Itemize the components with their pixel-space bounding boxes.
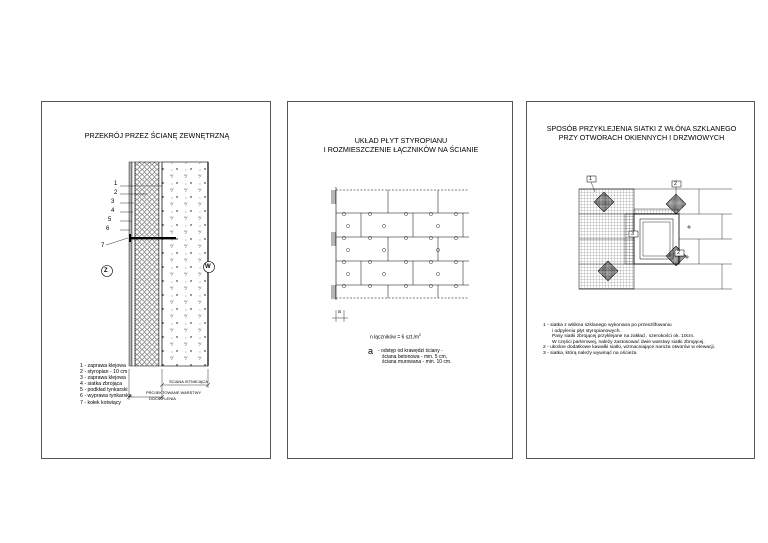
sheet-mesh-openings xyxy=(526,101,755,459)
legend-item: W części parterowej, należy zastosować dwie warstwy siatki zbrojącej. xyxy=(552,339,705,345)
styrofoam-layer xyxy=(135,162,159,366)
side-outside-label: Z xyxy=(104,268,108,274)
legend-item: 1 - siatka z włókna szklanego wykonana po przeszlifowaniu xyxy=(543,323,672,328)
layer-number: 3 xyxy=(111,199,115,205)
sheet2-title-1: UKŁAD PŁYT STYROPIANU xyxy=(354,136,448,145)
existing-wall xyxy=(162,162,208,366)
dimension-a-label: a xyxy=(338,309,341,315)
note-symbol: a xyxy=(368,346,374,356)
legend-item: 7 - kołek kotwiący xyxy=(80,399,121,406)
anchor-pin xyxy=(130,237,176,239)
legend-item: 5 - podkład tynkarski xyxy=(80,387,128,394)
board-layout-drawing xyxy=(288,102,514,460)
side-inside-label: W xyxy=(205,264,211,270)
sheet1-title: PRZEKRÓJ PRZEZ ŚCIANĘ ZEWNĘTRZNĄ xyxy=(84,131,230,140)
sheet3-title-1: SPOSÓB PRZYKLEJENIA SIATKI Z WŁÓNA SZKLANEGO xyxy=(546,124,737,133)
anchor-points xyxy=(342,212,457,287)
legend-item: 6 - wyprawa tynkarska xyxy=(80,393,132,400)
legend-item: i odpyleniu płyt styropianowych. xyxy=(552,328,621,334)
legend-item: 1 - zaprawa klejowa xyxy=(80,363,126,369)
anchor-count-sup: 2 xyxy=(419,333,421,337)
sheet3-legend xyxy=(543,323,715,357)
layer-number: 6 xyxy=(106,226,110,232)
layer-number: 4 xyxy=(111,208,115,214)
mesh-openings-drawing xyxy=(527,102,756,460)
edge-distance-notes xyxy=(378,349,451,366)
sheet3-title-2: PRZY OTWORACH OKIENNYCH I DRZWIOWYCH xyxy=(558,133,725,142)
tag-1: 1 xyxy=(589,176,593,182)
layer-number: 2 xyxy=(114,190,118,196)
legend-item: 4 - siatka zbrojąca xyxy=(80,381,123,388)
dim-insulation: PROJEKTOWANE WARSTWY xyxy=(146,390,202,395)
sheet1-legend xyxy=(80,363,132,406)
sheet2-title-2: I ROZMIESZCZENIE ŁĄCZNIKÓW NA ŚCIANIE xyxy=(323,145,479,154)
sheet-wall-section xyxy=(41,101,271,459)
tag-2: 2 xyxy=(674,181,678,187)
tag-3: 3 xyxy=(631,231,635,237)
layer-number: 7 xyxy=(101,243,105,249)
note-line: ściana betonowa - min. 5 cm, xyxy=(382,353,448,360)
render-layer xyxy=(129,162,132,366)
layer-number: 5 xyxy=(108,217,112,223)
note-line: ściana murowana - min. 10 cm. xyxy=(382,359,452,366)
wall-section-drawing xyxy=(42,102,272,460)
dim-insulation-2: DOCIEPLENIA xyxy=(149,396,176,401)
anchor-count-text: n łączników = 6 szt./m xyxy=(370,334,420,341)
layer-number: 1 xyxy=(114,181,118,187)
tag-2b: 2 xyxy=(677,250,681,256)
sheet-board-layout xyxy=(287,101,513,459)
legend-item: 2 - styropian - 10 cm xyxy=(80,369,128,376)
legend-item: 2 - ukośne dodatkowe kawałki siatki, wzmacniające naroża otworów w elewacji. xyxy=(543,345,716,351)
legend-item: Pasy siatki zbrojącej przyklejane na zakład , szerokości ok. 10cm. xyxy=(552,334,695,340)
anchor-count xyxy=(370,332,421,341)
legend-item: 3 - siatka, którą należy wywinąć na ościeża xyxy=(543,350,637,356)
dim-existing-wall: ŚCIANA ISTNIEJĄCA xyxy=(169,379,208,384)
legend-item: 3 - zaprawa klejowa xyxy=(80,375,126,382)
note-line: - odstęp od krawędzi ściany - xyxy=(378,348,443,354)
